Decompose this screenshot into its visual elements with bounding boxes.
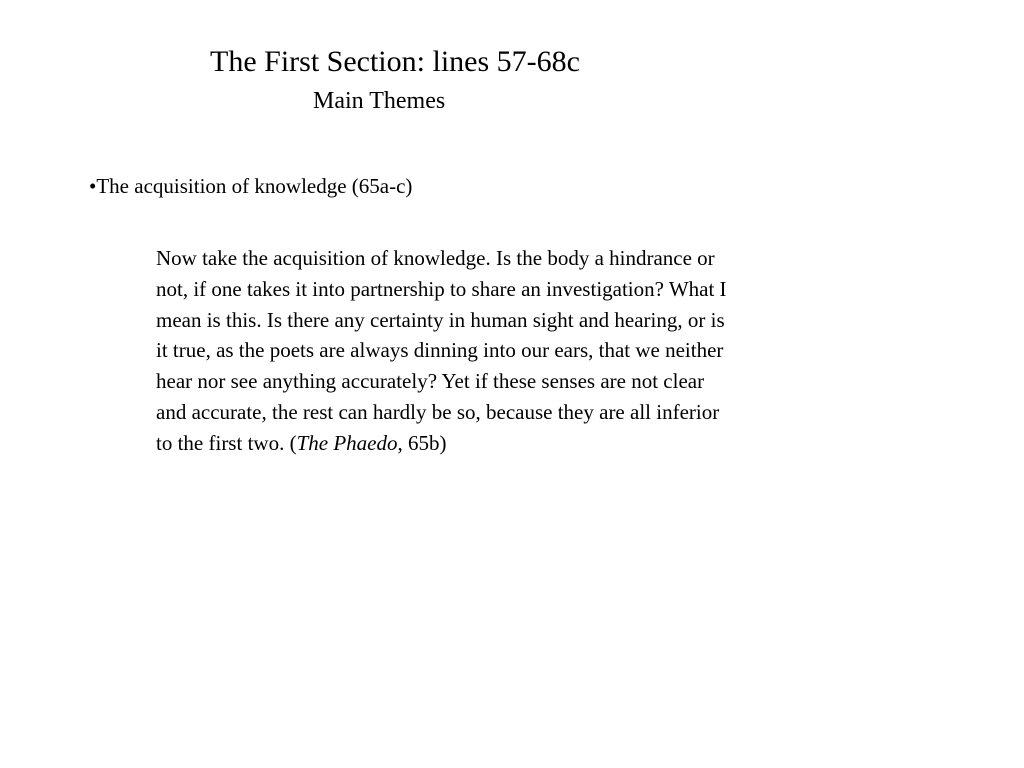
slide-title: The First Section: lines 57-68c — [210, 45, 580, 78]
quote-line: and accurate, the rest can hardly be so, because they are all inferior — [156, 399, 720, 424]
quote-line: it true, as the poets are always dinning into our ears, that we neither — [156, 338, 724, 363]
quote-line: Now take the acquisition of knowledge. Is the body a hindrance or — [156, 246, 715, 270]
quote-last-line-suffix: , 65b) — [397, 430, 447, 455]
quote-line: not, if one takes it into partnership to share an investigation? What I — [156, 276, 727, 301]
quote-line: hear nor see anything accurately? Yet if these senses are not clear — [156, 369, 705, 394]
bullet-text: The acquisition of knowledge (65a-c) — [96, 174, 413, 198]
work-title: The Phaedo — [296, 430, 398, 455]
bullet-marker: • — [89, 174, 97, 198]
slide-subtitle: Main Themes — [313, 88, 446, 114]
quote-last-line — [156, 428, 856, 459]
quote-line: mean is this. Is there any certainty in human sight and hearing, or is — [156, 307, 725, 332]
quote-block — [156, 243, 856, 459]
quote-last-line-prefix: to the first two. ( — [156, 430, 297, 455]
bullet-item — [89, 172, 412, 200]
